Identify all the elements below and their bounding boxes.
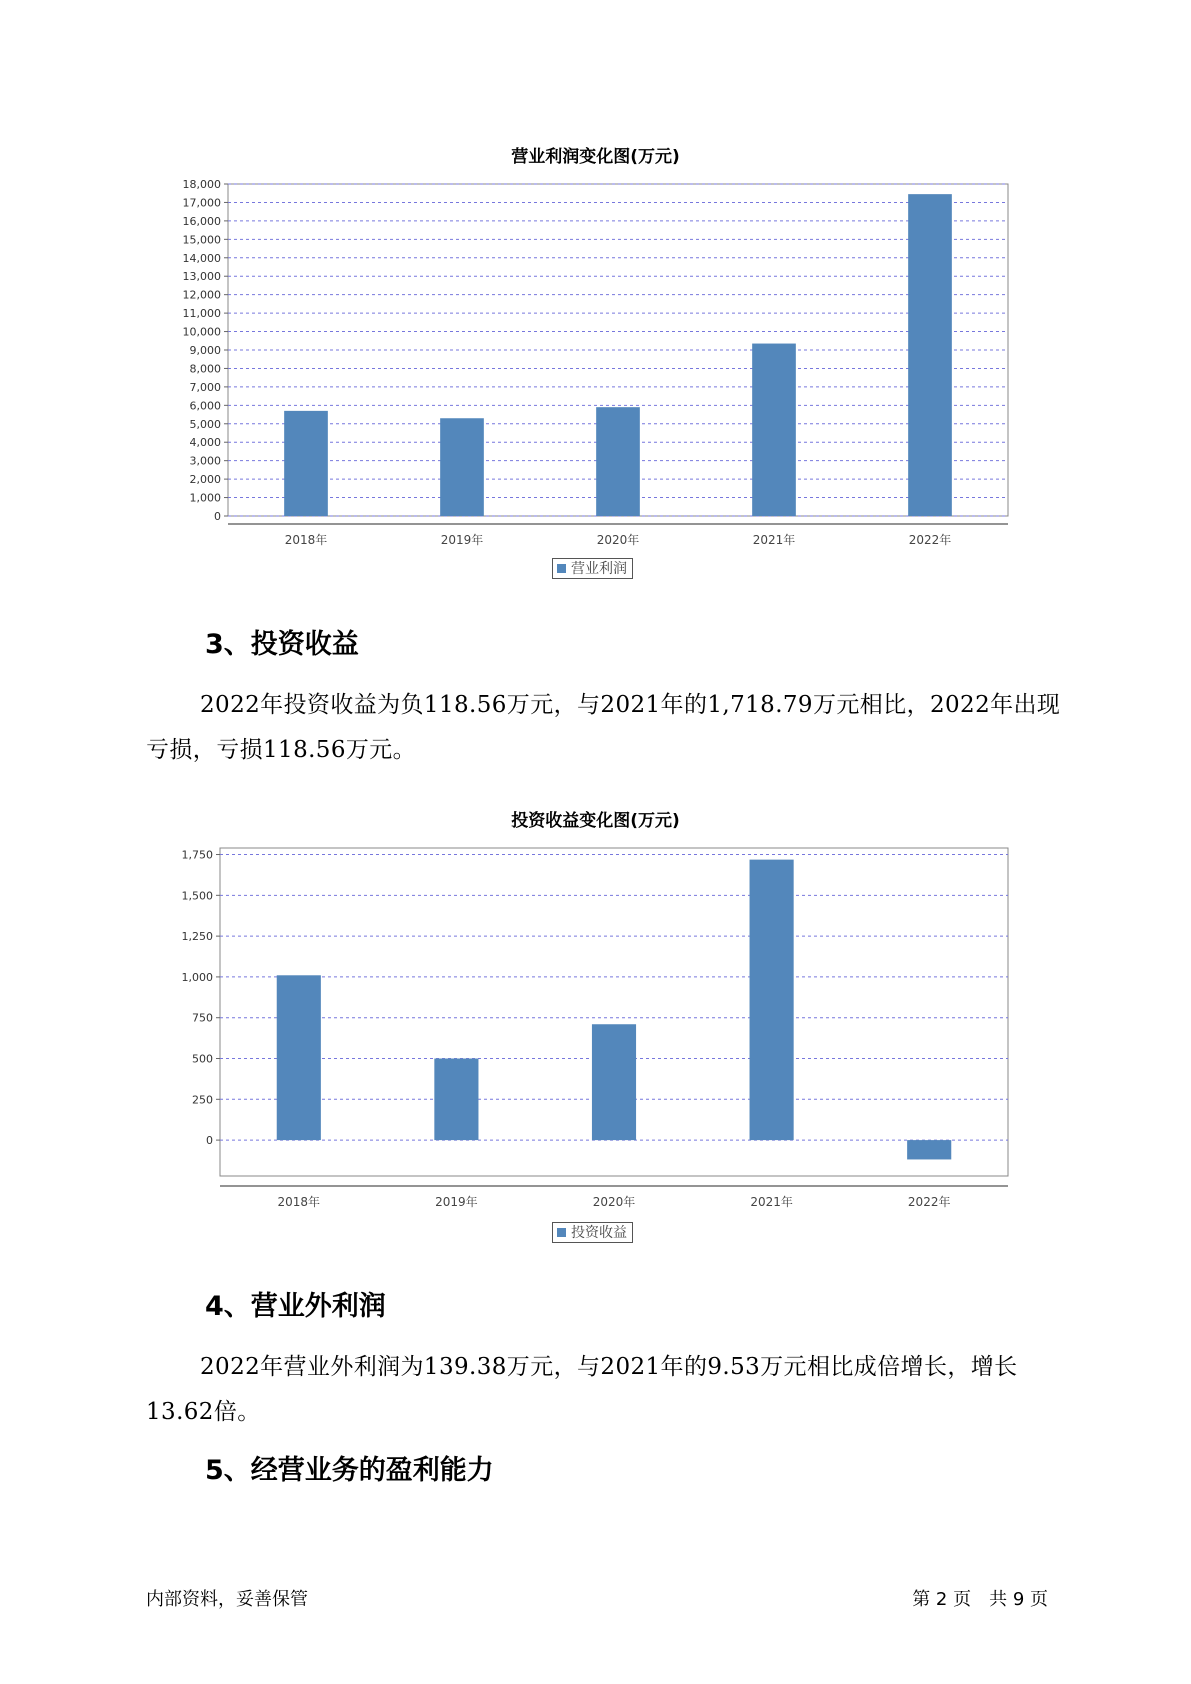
y-tick-label: 14,000 — [182, 251, 221, 265]
y-tick-label: 1,000 — [189, 491, 221, 505]
y-tick-label: 1,000 — [181, 970, 213, 984]
bar-2022年 — [908, 194, 952, 516]
x-category-label: 2020年 — [592, 1195, 636, 1209]
bar-2020年 — [596, 407, 640, 516]
bar-2018年 — [284, 411, 328, 516]
y-tick-label: 6,000 — [189, 399, 221, 413]
footer-left: 内部资料，妥善保管 — [146, 1589, 308, 1610]
y-tick-label: 4,000 — [189, 436, 221, 450]
y-tick-label: 250 — [192, 1093, 213, 1107]
x-category-label: 2018年 — [277, 1195, 321, 1209]
legend-swatch-icon — [557, 1228, 566, 1237]
bar-2021年 — [752, 344, 796, 516]
chart2-title: 投资收益变化图(万元) — [511, 811, 680, 831]
investment-income-chart — [0, 840, 1191, 1240]
y-tick-label: 18,000 — [182, 178, 221, 191]
y-tick-label: 750 — [192, 1011, 213, 1025]
bar-2022年 — [907, 1140, 951, 1159]
bar-2019年 — [440, 418, 484, 516]
section-3-heading: 3、投资收益 — [205, 629, 359, 660]
y-tick-label: 2,000 — [189, 473, 221, 487]
x-category-label: 2018年 — [284, 533, 328, 547]
y-tick-label: 5,000 — [189, 417, 221, 431]
x-category-label: 2019年 — [440, 533, 484, 547]
x-category-label: 2022年 — [907, 1195, 951, 1209]
y-tick-label: 1,500 — [181, 889, 213, 903]
y-tick-label: 15,000 — [182, 233, 221, 247]
y-tick-label: 500 — [192, 1052, 213, 1066]
y-tick-label: 9,000 — [189, 344, 221, 357]
operating-profit-chart — [0, 180, 1191, 560]
y-tick-label: 0 — [214, 510, 221, 523]
chart2-legend-label: 投资收益 — [571, 1225, 627, 1241]
y-tick-label: 12,000 — [182, 288, 221, 302]
y-tick-label: 11,000 — [182, 307, 221, 321]
y-tick-label: 8,000 — [189, 362, 221, 376]
bar-2020年 — [592, 1024, 636, 1140]
bar-2019年 — [434, 1059, 478, 1141]
y-tick-label: 1,250 — [181, 930, 213, 944]
x-category-label: 2022年 — [908, 533, 952, 547]
chart2-legend — [552, 1222, 633, 1243]
section-4-paragraph: 2022年营业外利润为139.38万元，与2021年的9.53万元相比成倍增长，增长13.62倍。 — [146, 1354, 1018, 1425]
y-tick-label: 16,000 — [182, 214, 221, 228]
legend-swatch-icon — [557, 564, 566, 573]
y-tick-label: 0 — [206, 1134, 213, 1148]
chart1-legend-label: 营业利润 — [571, 561, 627, 577]
section-4-heading: 4、营业外利润 — [205, 1291, 386, 1322]
footer-page-number: 第 2 页 共 9 页 — [912, 1589, 1048, 1610]
x-category-label: 2020年 — [596, 533, 640, 547]
bar-2021年 — [750, 860, 794, 1140]
x-category-label: 2019年 — [435, 1195, 478, 1209]
chart1-legend — [552, 558, 633, 579]
chart1-title: 营业利润变化图(万元) — [511, 147, 680, 167]
y-tick-label: 17,000 — [182, 196, 221, 210]
x-category-label: 2021年 — [752, 533, 796, 547]
bar-2018年 — [277, 975, 321, 1140]
y-tick-label: 13,000 — [182, 270, 221, 284]
y-tick-label: 1,750 — [181, 848, 213, 862]
x-category-label: 2021年 — [750, 1195, 793, 1209]
section-5-heading: 5、经营业务的盈利能力 — [205, 1455, 494, 1486]
y-tick-label: 3,000 — [189, 454, 221, 468]
y-tick-label: 10,000 — [182, 325, 221, 339]
y-tick-label: 7,000 — [189, 380, 221, 394]
section-3-paragraph: 2022年投资收益为负118.56万元，与2021年的1,718.79万元相比，2022年出现亏损，亏损118.56万元。 — [146, 692, 1061, 763]
